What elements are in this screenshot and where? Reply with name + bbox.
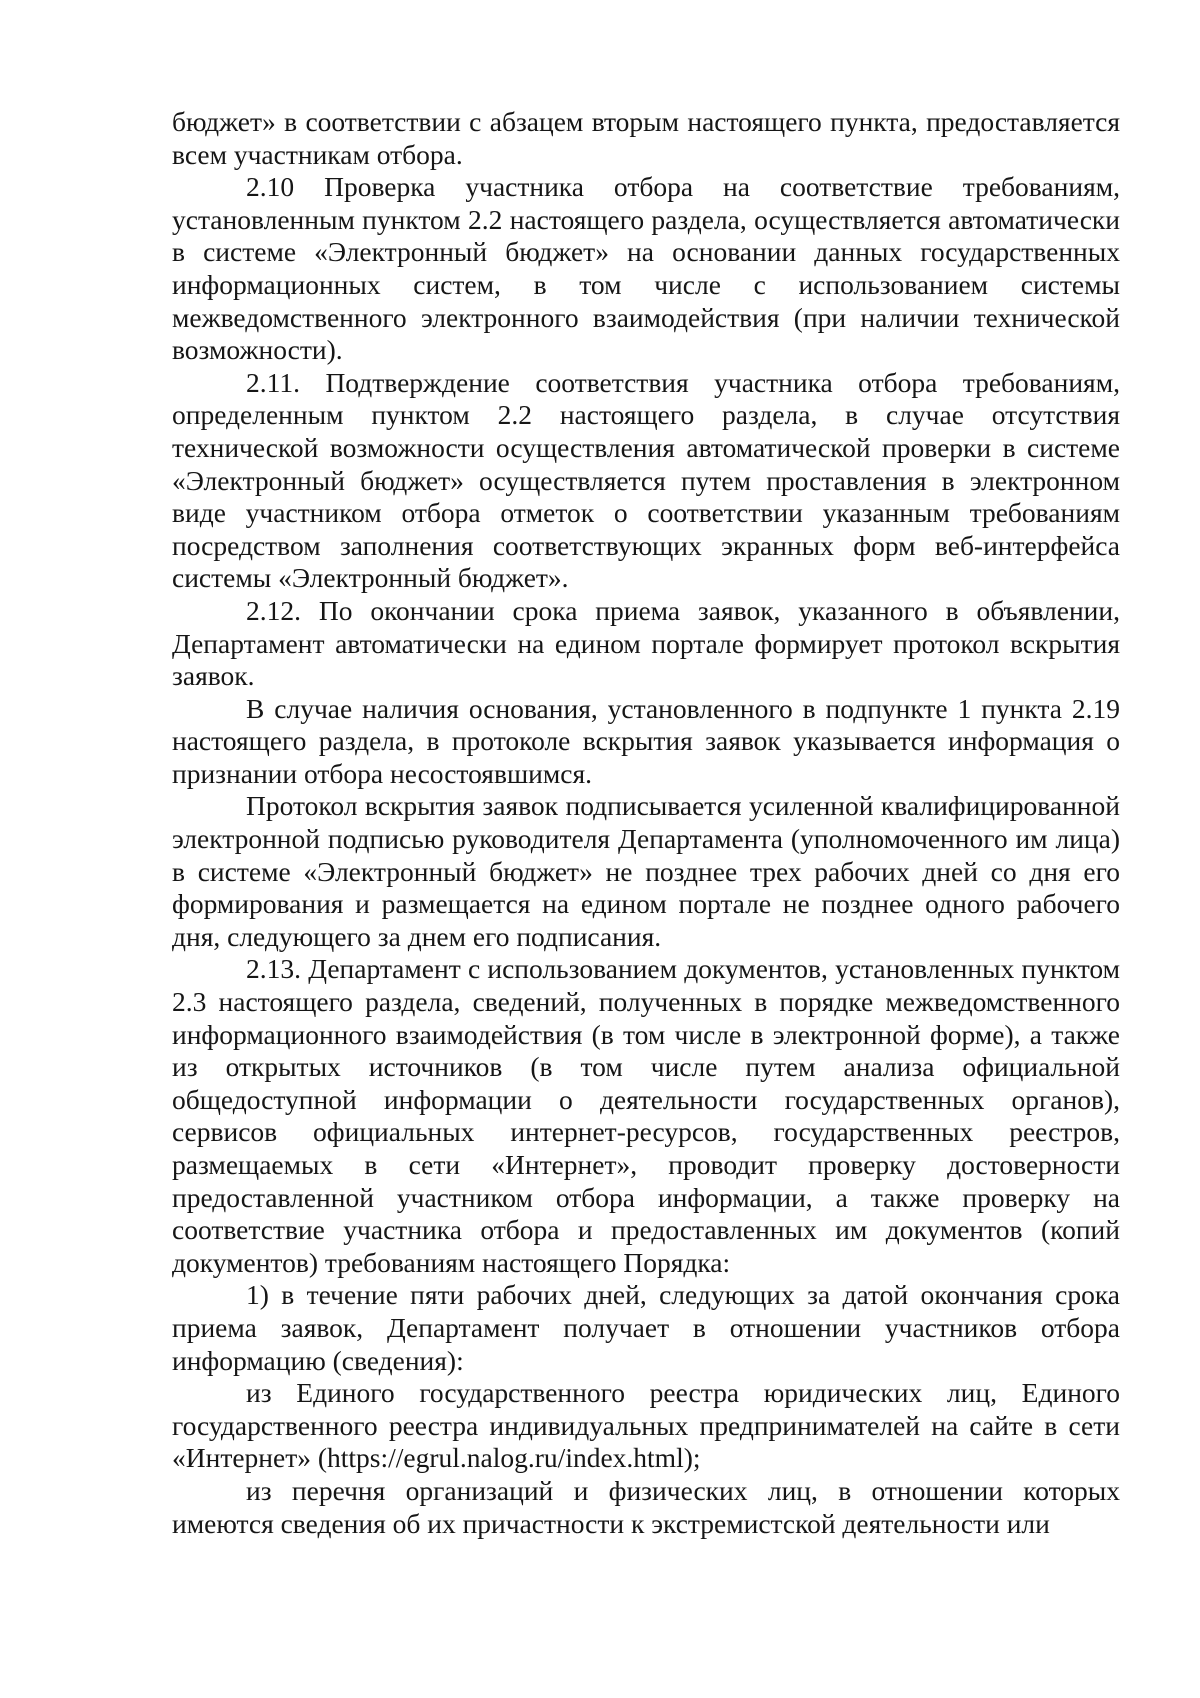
paragraph-2-12-protocol-signing: Протокол вскрытия заявок подписывается усиленной квалифицированной электронной подписью руководителя Департамента (уполномоченного им лица) в системе «Электронный бюджет» не позднее трех рабочих дней со дня его формирования и размещается на едином портале не позднее одного рабочего дня, следующего за днем его подписания.: [172, 790, 1120, 952]
paragraph-extremist-list-source: из перечня организаций и физических лиц, в отношении которых имеются сведения об их причастности к экстремистской деятельности или: [172, 1474, 1120, 1539]
document-body: [172, 106, 1120, 1540]
paragraph-2-12-failed-selection: В случае наличия основания, установленного в подпункте 1 пункта 2.19 настоящего раздела, в протоколе вскрытия заявок указывается информация о признании отбора несостоявшимся.: [172, 692, 1120, 789]
paragraph-2-13: 2.13. Департамент с использованием документов, установленных пунктом 2.3 настоящего раздела, сведений, полученных в порядке межведомственного информационного взаимодействия (в том числе в электронной форме), а также из открытых источников (в том числе путем анализа официальной общедоступной информации о деятельности государственных органов), сервисов официальных интернет-ресурсов, государственных реестров, размещаемых в сети «Интернет», проводит проверку достоверности предоставленной участником отбора информации, а также проверку на соответствие участника отбора и предоставленных им документов (копий документов) требованиям настоящего Порядка:: [172, 953, 1120, 1278]
paragraph-egrul-source: из Единого государственного реестра юридических лиц, Единого государственного реестра индивидуальных предпринимателей на сайте в сети «Интернет» (https://egrul.nalog.ru/index.html);: [172, 1377, 1120, 1474]
paragraph-2-10: 2.10 Проверка участника отбора на соответствие требованиям, установленным пунктом 2.2 настоящего раздела, осуществляется автоматически в системе «Электронный бюджет» на основании данных государственных информационных систем, в том числе с использованием системы межведомственного электронного взаимодействия (при наличии технической возможности).: [172, 171, 1120, 366]
paragraph-continuation: бюджет» в соответствии с абзацем вторым настоящего пункта, предоставляется всем участникам отбора.: [172, 106, 1120, 170]
paragraph-2-11: 2.11. Подтверждение соответствия участника отбора требованиям, определенным пунктом 2.2 настоящего раздела, в случае отсутствия технической возможности осуществления автоматической проверки в системе «Электронный бюджет» осуществляется путем проставления в электронном виде участником отбора отметок о соответствии указанным требованиям посредством заполнения соответствующих экранных форм веб-интерфейса системы «Электронный бюджет».: [172, 366, 1120, 594]
paragraph-2-13-item-1: 1) в течение пяти рабочих дней, следующих за датой окончания срока приема заявок, Департамент получает в отношении участников отбора информацию (сведения):: [172, 1279, 1120, 1376]
paragraph-2-12: 2.12. По окончании срока приема заявок, указанного в объявлении, Департамент автоматически на едином портале формирует протокол вскрытия заявок.: [172, 594, 1120, 692]
